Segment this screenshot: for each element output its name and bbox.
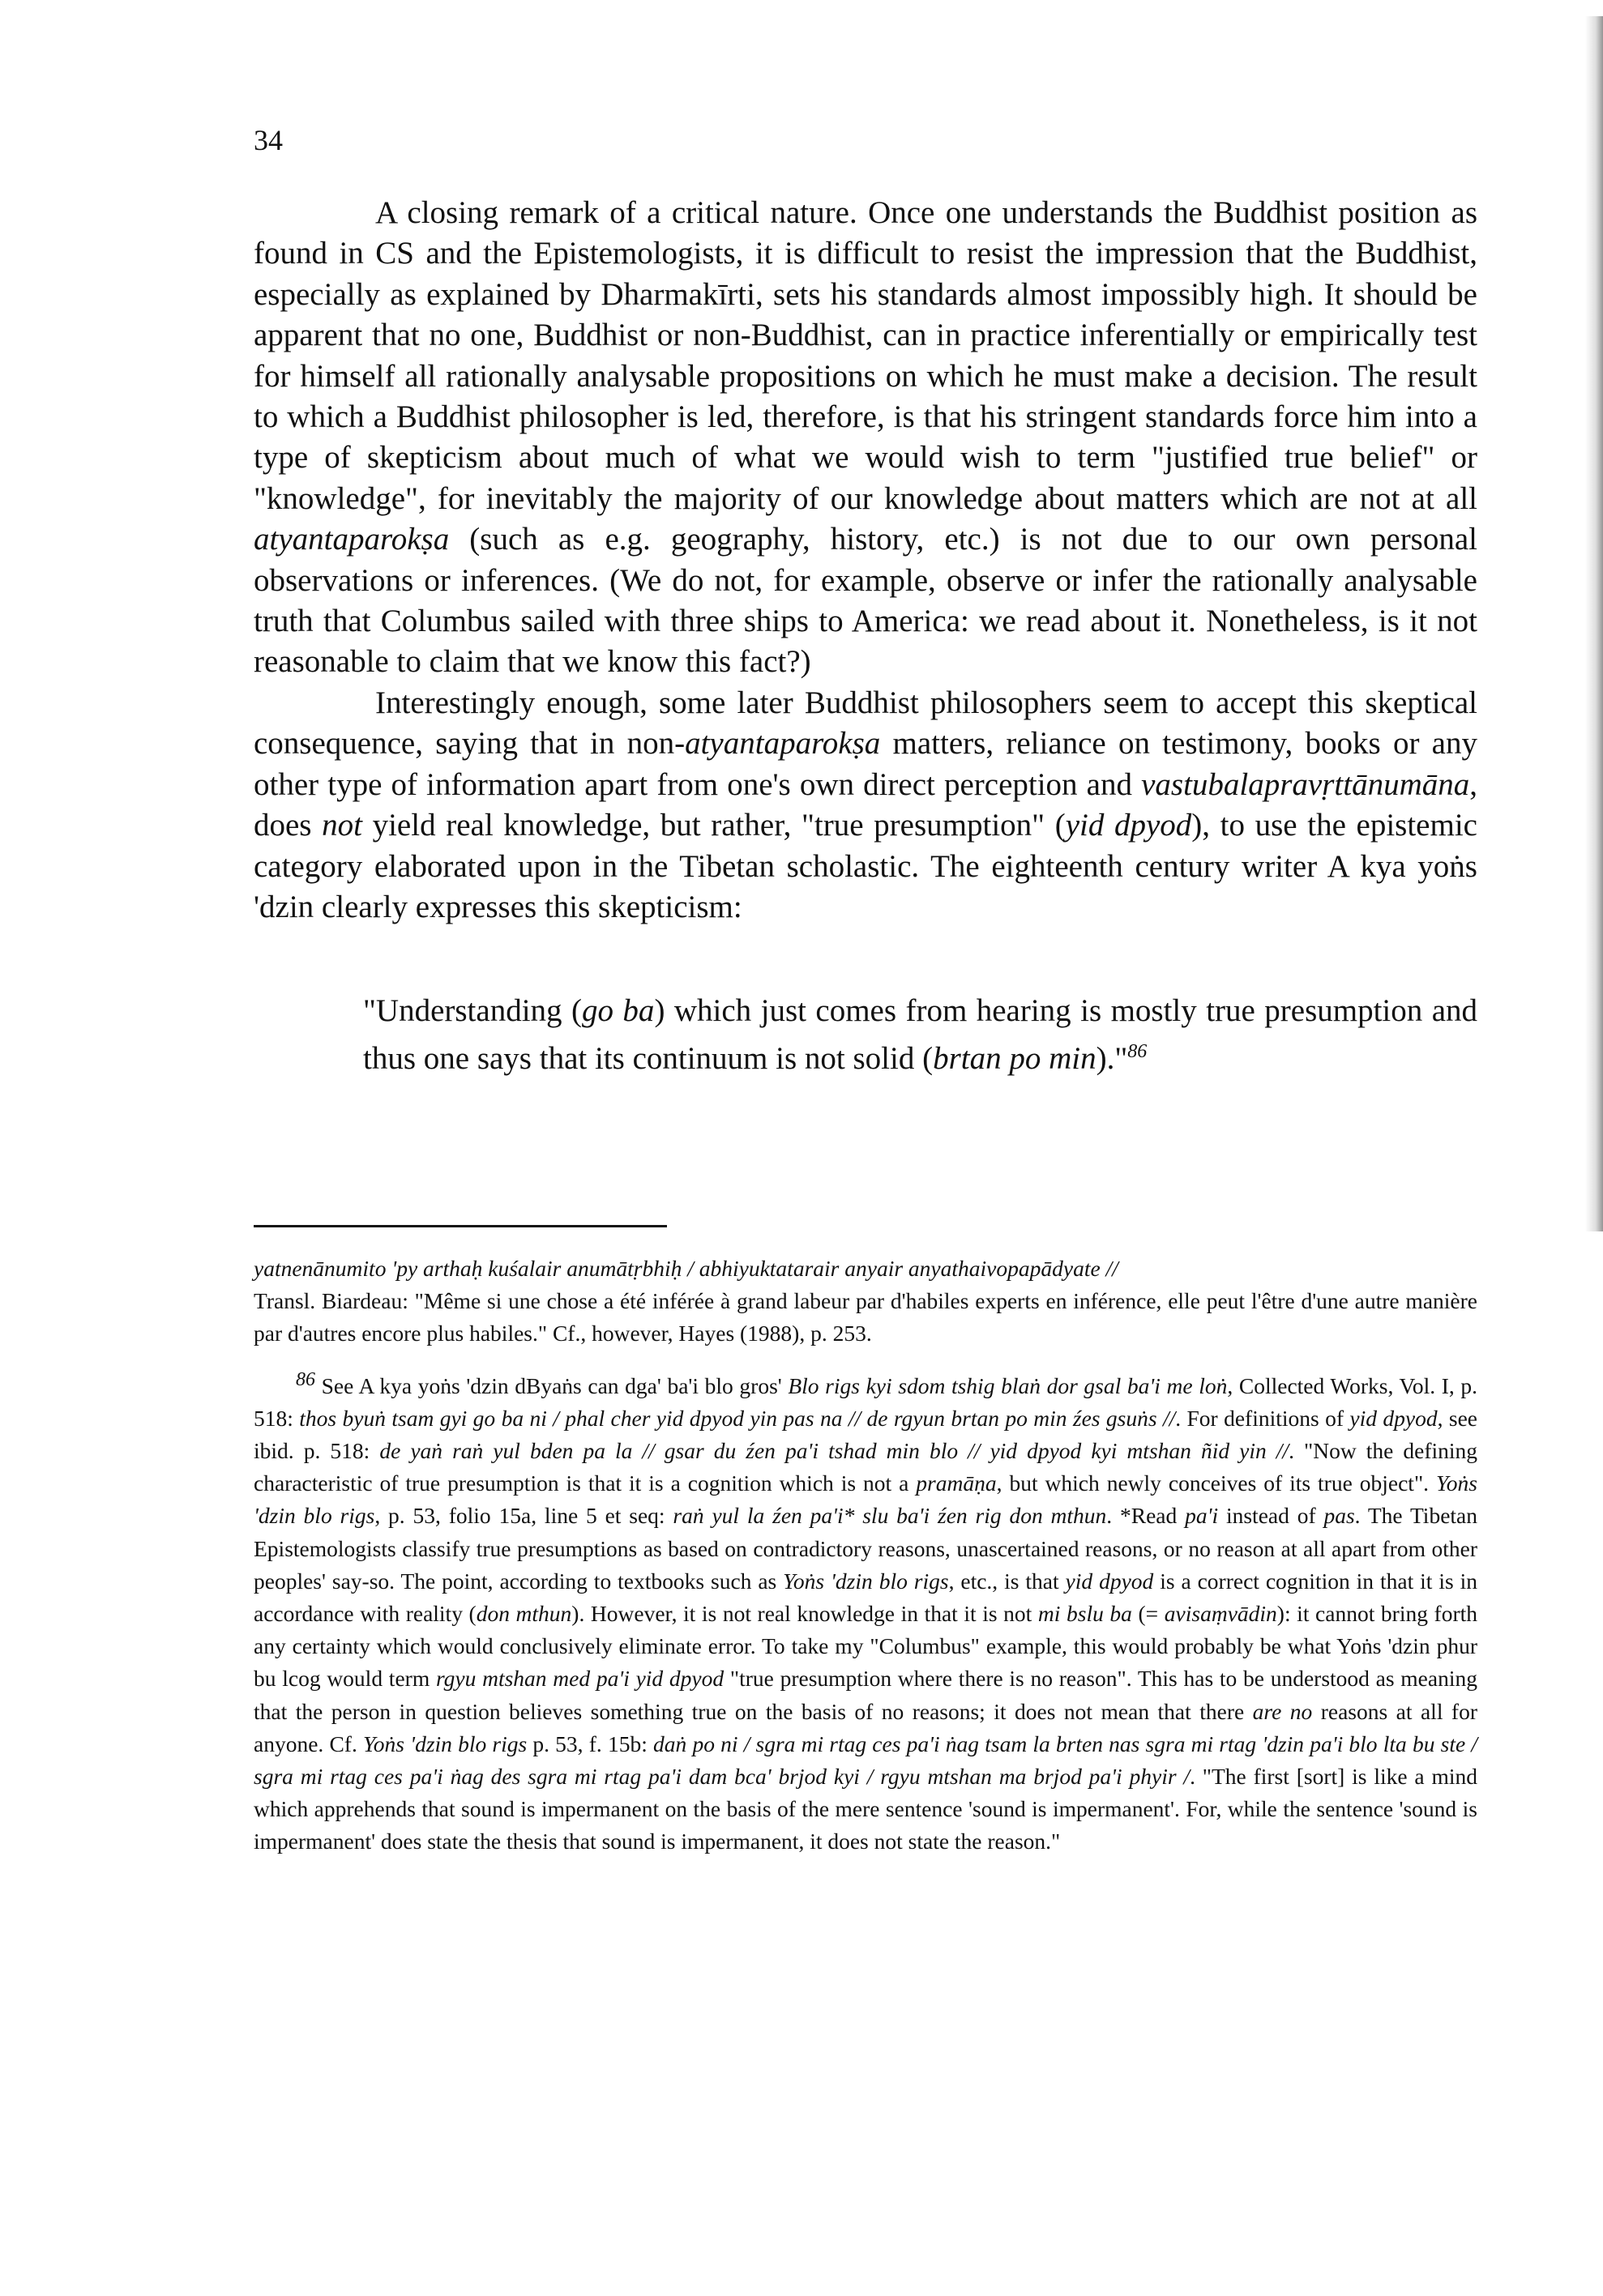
italic-term: yid dpyod <box>1349 1405 1438 1431</box>
text-run: , does <box>254 766 1477 843</box>
text-run: "true presumption where there is no reason". This has to be understood as meaning that the person in question believes something true on the basis of no reasons; it does not mean that there <box>254 1666 1477 1724</box>
text-run: See A kya yoṅs 'dzin dByaṅs can dga' ba'i blo gros' <box>321 1372 789 1398</box>
footnote-number: 86 <box>296 1368 315 1390</box>
text-run: . For definitions of <box>1175 1405 1350 1431</box>
italic-term: brtan po min <box>933 1041 1096 1076</box>
italic-term: thos byuṅ tsam gyi go ba ni / phal cher yid dpyod yin pas na // de rgyun brtan po min źes gsuṅs // <box>299 1405 1176 1431</box>
italic-term: yid dpyod <box>1065 1568 1154 1594</box>
italic-term: avisaṃvādin <box>1164 1601 1277 1627</box>
paragraph <box>254 193 1477 683</box>
italic-term: atyantaparokṣa <box>254 522 450 557</box>
italic-term: pa'i <box>1185 1503 1219 1529</box>
italic-term: go ba <box>581 993 655 1028</box>
text-run: yield real knowledge, but rather, "true presumption" ( <box>361 808 1066 843</box>
italic-term: pas <box>1323 1503 1355 1529</box>
text-run: reasons at all for anyone. Cf. <box>254 1698 1477 1756</box>
italic-term: de yaṅ raṅ yul bden pa la // gsar du źen pa'i tshad min blo // yid dpyod kyi mtshan ñid yin // <box>379 1438 1289 1464</box>
text-run: . "The first [sort] is like a mind which apprehends that sound is impermanent on the basis of the mere sentence 'sound is impermanent'. For, while the sentence 'sound is impermanent' does state the thesis that sound is impermanent, it does not state the reason." <box>254 1764 1477 1854</box>
scan-edge-shadow <box>1585 16 1603 1231</box>
text-run: ): it cannot bring forth any certainty which would conclusively eliminate error. To take my "Columbus" example, this would probably be what Yoṅs 'dzin phur bu lcog would term <box>254 1601 1478 1692</box>
italic-term: atyantaparokṣa <box>685 726 881 762</box>
text-run: matters, reliance on testimony, books or any other type of information apart from one's own direct perception and <box>254 726 1477 802</box>
footnote-separator <box>254 1225 667 1227</box>
text-run: ). However, it is not real knowledge in that it is not <box>571 1601 1038 1627</box>
text-run: ), to use the epistemic category elaborated upon in the Tibetan scholastic. The eighteenth century writer A kya yoṅs 'dzin clearly expresses this skepticism: <box>254 808 1477 924</box>
quote-text <box>363 993 1477 1076</box>
italic-term: don mthun <box>476 1601 572 1627</box>
footnote-continuation-line <box>254 1253 1477 1285</box>
italic-term: yatnenānumito 'py arthaḥ kuśalair anumātṛbhiḥ / abhiyuktatarair anyair anyathaivopapādyate // <box>254 1256 1118 1281</box>
text-run: A closing remark of a critical nature. Once one understands the Buddhist position as found in CS and the Epistemologists, it is difficult to resist the impression that the Buddhist, especially as explained by Dharmakīrti, sets his standards almost impossibly high. It should be apparent that no one, Buddhist or non-Buddhist, can in practice inferentially or empirically test for himself all rationally analysable propositions on which he must make a decision. The result to which a Buddhist philosopher is led, therefore, is that his stringent standards force him into a type of skepticism about much of what we would wish to term "justified true belief" or "knowledge", for inevitably the majority of our knowledge about matters which are not at all <box>254 195 1477 516</box>
italic-term: are no <box>1252 1698 1313 1724</box>
text-run: , p. 53, folio 15a, line 5 et seq: <box>374 1503 673 1529</box>
footnote-86 <box>254 1370 1477 1859</box>
text-run: )." <box>1096 1041 1128 1076</box>
block-quote <box>363 991 1477 1079</box>
italic-term: yid dpyod <box>1065 808 1192 843</box>
italic-term: pramāṇa <box>916 1470 997 1496</box>
page-number: 34 <box>254 124 283 156</box>
italic-term: not <box>322 808 362 843</box>
text-run: is a correct cognition in that it is in accordance with reality ( <box>254 1568 1477 1627</box>
text-run: ) which just comes from hearing is mostly true presumption and thus one says that its continuum is not solid ( <box>363 993 1478 1076</box>
text-run: , etc., is that <box>948 1568 1066 1594</box>
italic-term: rgyu mtshan med pa'i yid dpyod <box>435 1666 725 1692</box>
text-run: "Understanding ( <box>363 993 582 1028</box>
italic-term: Blo rigs kyi sdom tshig blaṅ dor gsal ba'i me loṅ <box>788 1372 1228 1398</box>
text-run: (= <box>1131 1601 1165 1627</box>
text-run: instead of <box>1218 1503 1324 1529</box>
paragraph <box>254 683 1477 928</box>
footnote-86-text <box>254 1373 1477 1854</box>
italic-term: Yoṅs 'dzin blo rigs <box>254 1470 1477 1529</box>
italic-term: vastubalapravṛttānumāna <box>1141 766 1470 802</box>
text-run: . *Read <box>1106 1503 1186 1529</box>
text-run: . "Now the defining characteristic of true presumption is that it is a cognition which is not a <box>254 1438 1478 1496</box>
italic-term: Yoṅs 'dzin blo rigs <box>363 1731 528 1756</box>
text-run: . The Tibetan Epistemologists classify true presumptions as based on contradictory reasons, unascertained reasons, or no reason at all apart from other peoples' say-so. The point, according to textbooks such as <box>254 1503 1477 1594</box>
footnote-continuation-line <box>254 1285 1477 1350</box>
text-run: , Collected Works, Vol. I, p. 518: <box>254 1372 1477 1431</box>
text-run: , see ibid. p. 518: <box>254 1405 1477 1464</box>
text-run: , but which newly conceives of its true object". <box>996 1470 1437 1496</box>
italic-term: mi bslu ba <box>1037 1601 1132 1627</box>
text-run: p. 53, f. 15b: <box>527 1731 654 1756</box>
italic-term: raṅ yul la źen pa'i* slu ba'i źen rig don mthun <box>673 1503 1107 1529</box>
italic-term: Yoṅs 'dzin blo rigs <box>783 1568 949 1594</box>
italic-term: daṅ po ni / sgra mi rtag ces pa'i ṅag tsam la brten nas sgra mi rtag 'dzin pa'i blo lta bu ste / sgra mi rtag ces pa'i ṅag des sgra mi rtag pa'i dam bca' brjod kyi / rgyu mtshan ma brjod pa'i phyir / <box>254 1731 1477 1790</box>
footnotes <box>254 1253 1477 1859</box>
main-text <box>254 193 1477 928</box>
text-run: (such as e.g. geography, history, etc.) is not due to our own personal observations or inferences. (We do not, for example, observe or infer the rationally analysable truth that Columbus sailed with three ships to America: we read about it. Nonetheless, is it not reasonable to claim that we know this fact?) <box>254 522 1477 680</box>
text-run: Transl. Biardeau: "Même si une chose a été inférée à grand labeur par d'habiles experts en inférence, elle peut l'être d'une autre manière par d'autres encore plus habiles." Cf., however, Hayes (1988), p. 253. <box>254 1288 1477 1346</box>
text-run: Interestingly enough, some later Buddhist philosophers seem to accept this skeptical consequence, saying that in non- <box>254 685 1477 762</box>
footnote-ref-86[interactable]: 86 <box>1127 1041 1148 1062</box>
